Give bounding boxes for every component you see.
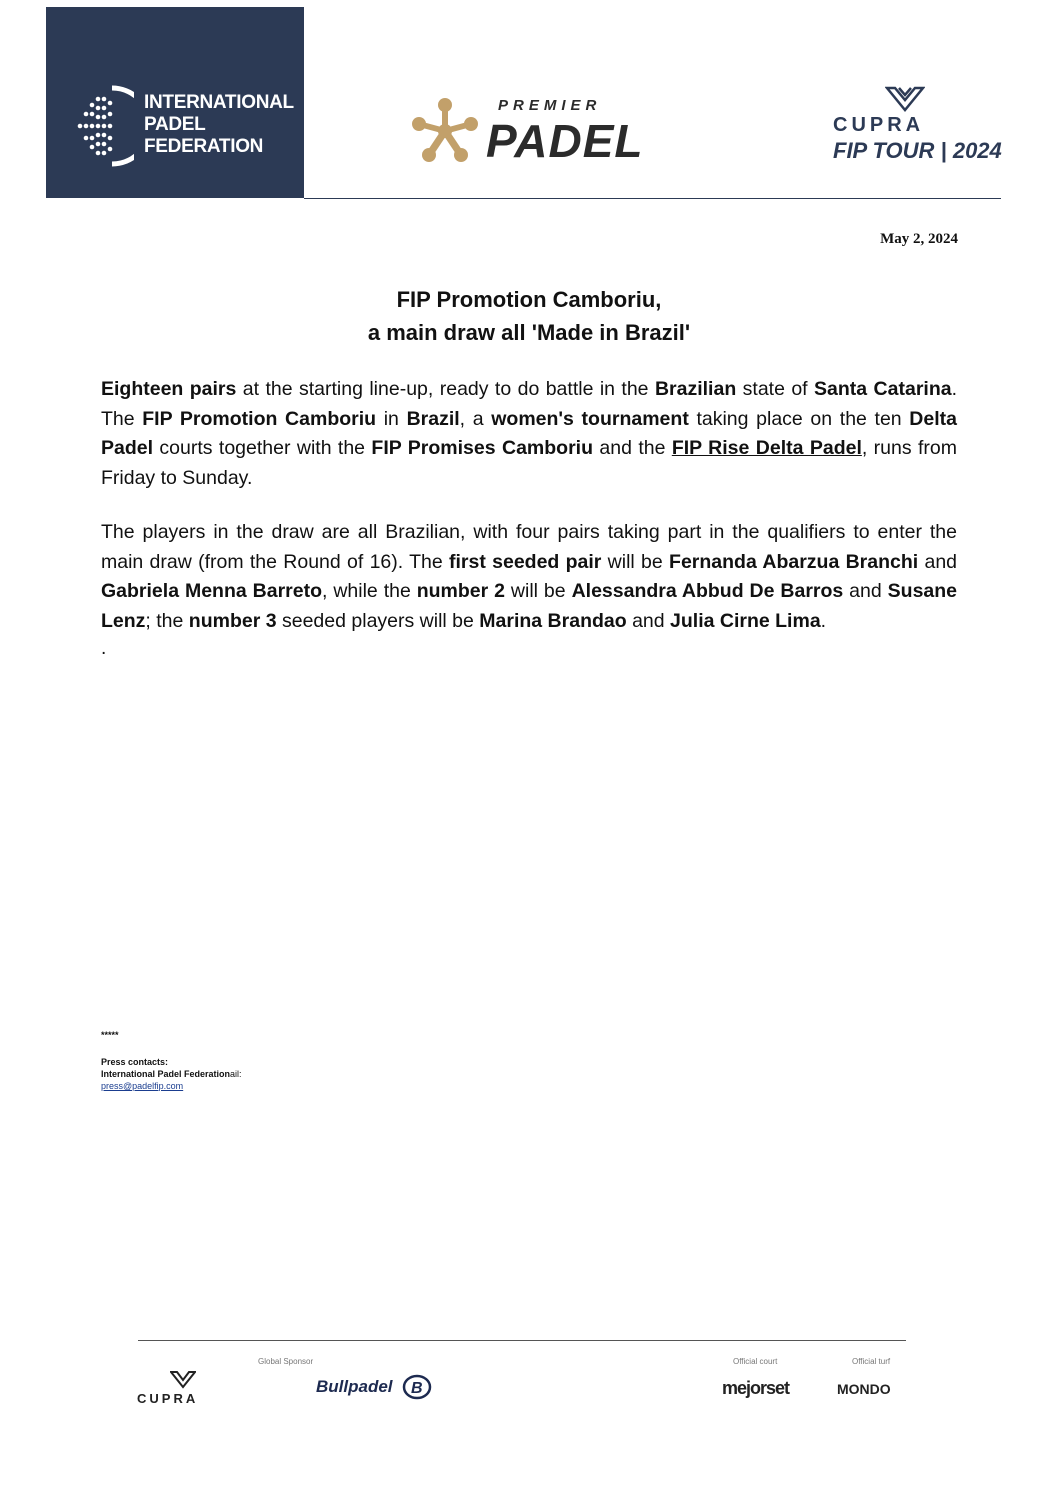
p1-bold: Delta Padel xyxy=(101,407,957,459)
press-contacts-title: Press contacts: xyxy=(101,1057,169,1067)
p1-bold: FIP Promotion Camboriu xyxy=(142,407,377,430)
fip-ball-icon xyxy=(74,85,134,167)
p1-text: , runs from Friday to Sunday. xyxy=(101,437,958,489)
padel-label: PADEL xyxy=(486,115,644,167)
press-org-suffix: ail: xyxy=(230,1069,242,1079)
fip-logo-line-1: INTERNATIONAL xyxy=(144,92,294,113)
mondo-logo: MONDO xyxy=(837,1381,891,1397)
p1-text: at the starting line-up, ready to do battle in the xyxy=(236,378,655,400)
p2-text: ; the xyxy=(145,609,189,632)
p2-bold: number 3 xyxy=(188,609,277,632)
official-court-label: Official court xyxy=(733,1357,778,1366)
p1-text: courts together with the xyxy=(153,437,372,459)
p2-bold: Alessandra Abbud De Barros xyxy=(571,580,844,602)
premier-label: PREMIER xyxy=(498,97,602,114)
p1-text: , a xyxy=(459,407,492,430)
p1-bold: FIP Promises Camboriu xyxy=(371,437,593,459)
p2-text: and xyxy=(626,609,671,632)
footer-divider xyxy=(138,1340,906,1341)
p2-text: , while the xyxy=(322,580,417,602)
fip-tour-label: FIP TOUR | 2024 xyxy=(833,138,1002,163)
p2-text: and xyxy=(918,550,958,573)
p1-text: and the xyxy=(593,437,672,459)
p1-text: taking place on the ten xyxy=(688,407,910,430)
press-email-link[interactable]: press@padelfip.com xyxy=(101,1081,184,1091)
page-title xyxy=(101,283,957,349)
paragraph-1 xyxy=(101,375,957,493)
bullpadel-logo: Bullpadel xyxy=(316,1377,393,1396)
p1-text: in xyxy=(376,407,407,430)
release-date: May 2, 2024 xyxy=(880,231,958,247)
svg-text:B: B xyxy=(411,1380,423,1397)
p2-bold: Gabriela Menna Barreto xyxy=(101,580,322,602)
mejorset-logo: mejorset xyxy=(722,1378,790,1398)
fip-rise-link[interactable]: FIP Rise Delta Padel xyxy=(671,437,862,459)
fip-logo-line-3: FEDERATION xyxy=(144,136,264,157)
p2-text: will be xyxy=(601,550,670,573)
p2-bold: first seeded pair xyxy=(449,550,602,573)
p2-bold: Marina Brandao xyxy=(479,609,627,632)
fip-logo-text xyxy=(144,92,294,158)
header-divider xyxy=(304,198,1001,199)
bullpadel-b-icon xyxy=(402,1374,432,1400)
title-line-2: a main draw all 'Made in Brazil' xyxy=(367,320,691,345)
p1-bold: Brazil xyxy=(406,407,460,430)
fip-logo-block xyxy=(46,7,304,198)
p2-bold: Julia Cirne Lima xyxy=(670,609,821,632)
press-org-name: International Padel Federation xyxy=(101,1069,231,1079)
p1-text: state of xyxy=(736,378,815,400)
fip-logo-line-2: PADEL xyxy=(144,114,206,135)
p1-bold: Eighteen pairs xyxy=(101,378,237,400)
p2-text: and xyxy=(843,580,888,602)
cupra-footer-emblem-icon xyxy=(170,1371,196,1389)
p2-bold: number 2 xyxy=(416,580,506,602)
p2-text: seeded players will be xyxy=(276,609,480,632)
p1-bold: Santa Catarina xyxy=(814,378,952,400)
separator-stars: ***** xyxy=(101,1030,119,1040)
title-line-1: FIP Promotion Camboriu, xyxy=(396,287,662,312)
premier-padel-star-icon xyxy=(412,98,478,164)
press-contact-org xyxy=(101,1069,242,1079)
cupra-wordmark: CUPRA xyxy=(833,114,925,136)
p1-text: . The xyxy=(101,378,957,430)
p1-bold: Brazilian xyxy=(654,378,737,400)
p2-text: will be xyxy=(505,580,572,602)
p2-text: The players in the draw are all Brazilian, with four pairs taking part in the qualifiers to enter the main draw (from the Round of 16). The xyxy=(101,521,957,573)
p2-text: . xyxy=(820,609,827,632)
cupra-emblem-icon xyxy=(885,86,925,112)
cupra-footer-logo: CUPRA xyxy=(137,1391,199,1406)
p2-bold: Fernanda Abarzua Branchi xyxy=(669,550,919,573)
p1-bold: women's tournament xyxy=(491,407,689,430)
trailing-dot: . xyxy=(101,638,107,659)
global-sponsor-label: Global Sponsor xyxy=(258,1357,314,1366)
official-turf-label: Official turf xyxy=(852,1357,891,1366)
p2-bold: Susane Lenz xyxy=(101,580,958,632)
paragraph-2 xyxy=(101,518,957,636)
